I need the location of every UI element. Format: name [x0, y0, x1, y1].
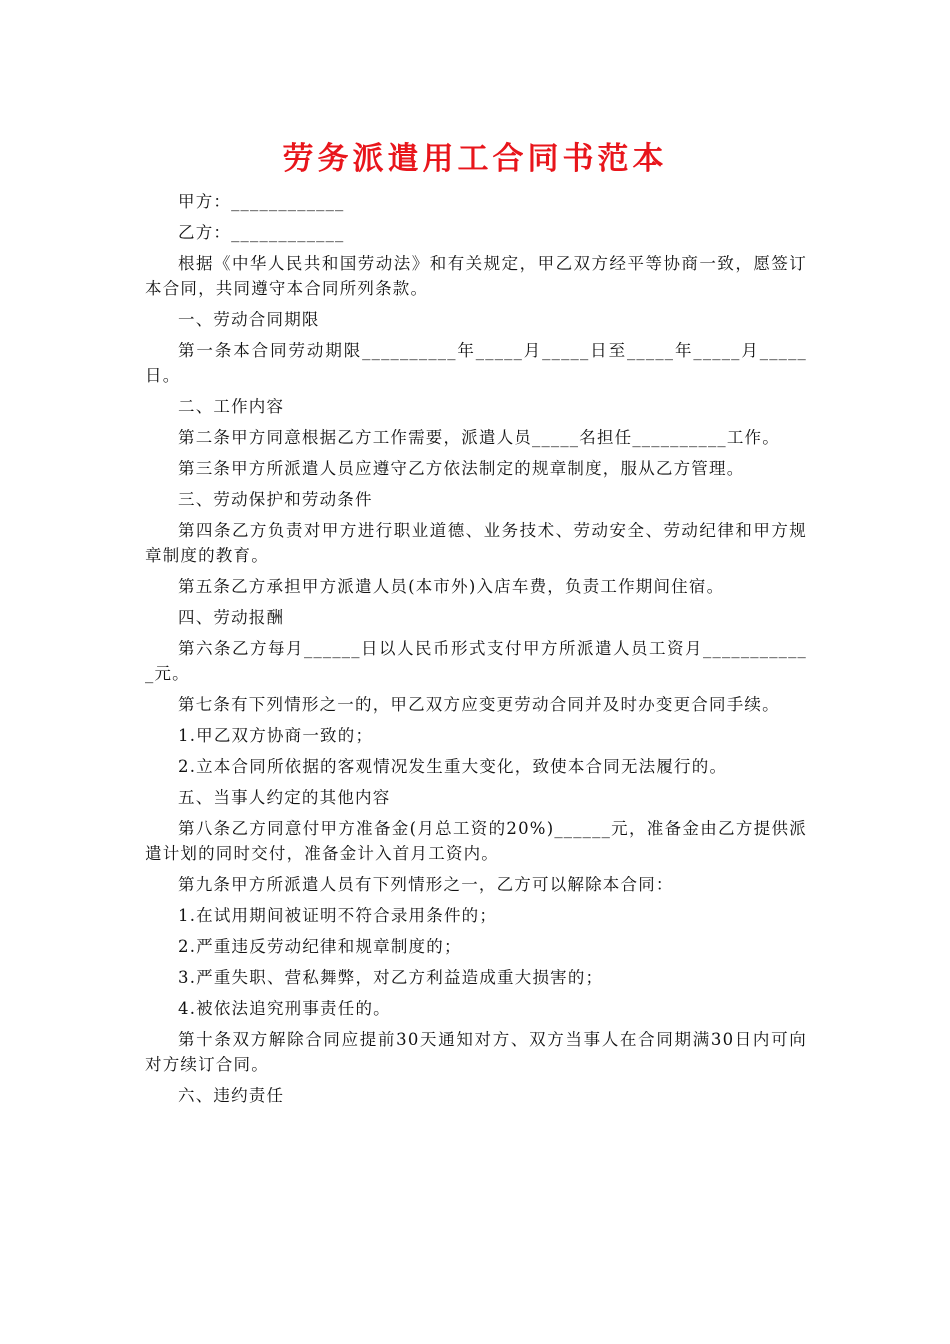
paragraph: 第八条乙方同意付甲方准备金(月总工资的20%)______元，准备金由乙方提供派遣计划的同时交付，准备金计入首月工资内。 — [145, 819, 807, 863]
paragraph: 四、劳动报酬 — [178, 608, 285, 627]
paragraph: 六、违约责任 — [178, 1086, 285, 1105]
paragraph: 第六条乙方每月______日以人民币形式支付甲方所派遣人员工资月____________元。 — [145, 639, 807, 683]
paragraph: 3.严重失职、营私舞弊，对乙方利益造成重大损害的； — [178, 968, 604, 987]
paragraph: 1.在试用期间被证明不符合录用条件的； — [178, 906, 498, 925]
paragraph: 第三条甲方所派遣人员应遵守乙方依法制定的规章制度，服从乙方管理。 — [178, 459, 745, 478]
paragraph: 五、当事人约定的其他内容 — [178, 788, 391, 807]
paragraph: 第二条甲方同意根据乙方工作需要，派遣人员_____名担任__________工作。 — [178, 428, 780, 447]
paragraph: 三、劳动保护和劳动条件 — [178, 490, 373, 509]
paragraph: 根据《中华人民共和国劳动法》和有关规定，甲乙双方经平等协商一致，愿签订本合同，共同遵守本合同所列条款。 — [145, 254, 807, 298]
paragraph: 2.严重违反劳动纪律和规章制度的； — [178, 937, 462, 956]
paragraph: 第九条甲方所派遣人员有下列情形之一，乙方可以解除本合同： — [178, 875, 674, 894]
paragraph: 4.被依法追究刑事责任的。 — [178, 999, 391, 1018]
paragraph: 乙方：____________ — [178, 223, 345, 242]
paragraph: 二、工作内容 — [178, 397, 285, 416]
paragraph: 1.甲乙双方协商一致的； — [178, 726, 374, 745]
paragraph: 第五条乙方承担甲方派遣人员(本市外)入店车费，负责工作期间住宿。 — [178, 577, 725, 596]
paragraph: 第十条双方解除合同应提前30天通知对方、双方当事人在合同期满30日内可向对方续订合同。 — [145, 1030, 807, 1074]
paragraph: 第七条有下列情形之一的，甲乙双方应变更劳动合同并及时办变更合同手续。 — [178, 695, 780, 714]
document-body — [145, 189, 807, 1114]
paragraph: 2.立本合同所依据的客观情况发生重大变化，致使本合同无法履行的。 — [178, 757, 728, 776]
document-title: 劳务派遣用工合同书范本 — [282, 141, 668, 177]
paragraph: 第一条本合同劳动期限__________年_____月_____日至_____年_____月_____日。 — [145, 341, 807, 385]
paragraph: 甲方：____________ — [178, 192, 345, 211]
paragraph: 第四条乙方负责对甲方进行职业道德、业务技术、劳动安全、劳动纪律和甲方规章制度的教育。 — [145, 521, 807, 565]
paragraph: 一、劳动合同期限 — [178, 310, 320, 329]
